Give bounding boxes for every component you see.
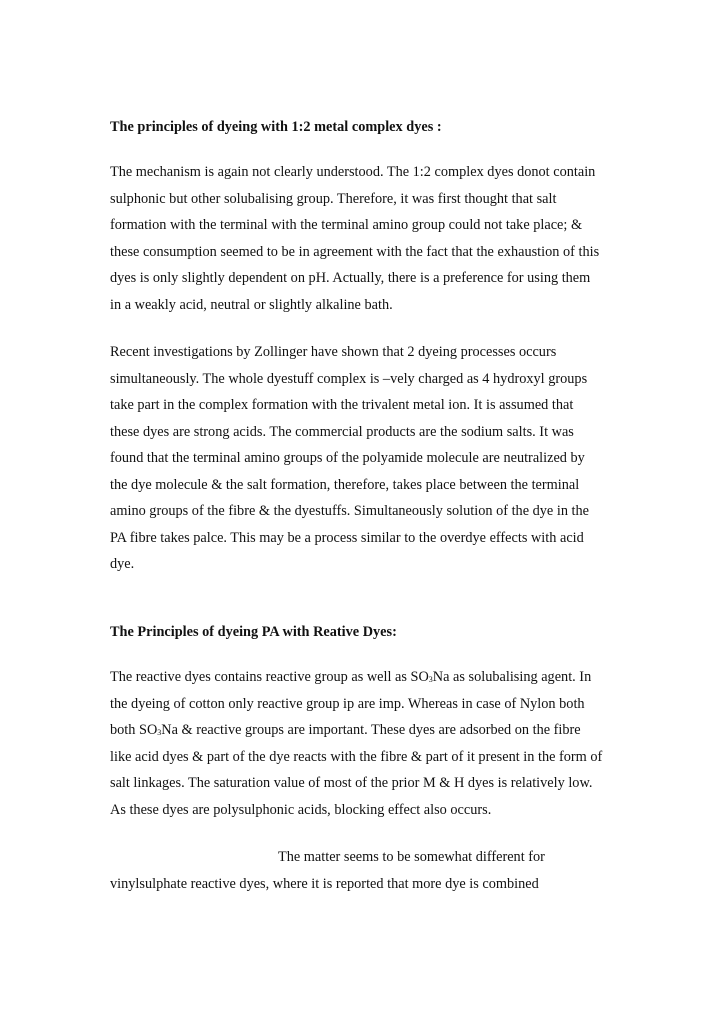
text-line: found that the terminal amino groups of the polyamide molecule are neutralized by (110, 450, 585, 466)
subscript: 3 (157, 728, 162, 737)
text-line: formation with the terminal with the terminal amino group could not take place; & (110, 217, 583, 233)
section2-paragraph-1 (110, 664, 650, 823)
section2-heading: The Principles of dyeing PA with Reative Dyes: (110, 624, 397, 640)
text-line: like acid dyes & part of the dye reacts with the fibre & part of it present in the form of (110, 748, 603, 765)
text-segment: The reactive dyes contains reactive group as well as SO (110, 669, 429, 685)
text-line: these consumption seemed to be in agreement with the fact that the exhaustion of this (110, 243, 600, 260)
text-segment: Na & reactive groups are important. These dyes are adsorbed on the fibre (161, 722, 581, 738)
text-line: the dye molecule & the salt formation, therefore, takes place between the terminal (110, 476, 580, 493)
text-line: The matter seems to be somewhat different for (278, 849, 545, 865)
section2-paragraph-2 (110, 844, 650, 897)
section1-heading: The principles of dyeing with 1:2 metal complex dyes : (110, 119, 442, 135)
subscript: 3 (428, 675, 433, 684)
text-segment: Na as solubalising agent. In (432, 669, 592, 685)
text-line: amino groups of the fibre & the dyestuffs. Simultaneously solution of the dye in the (110, 503, 590, 519)
text-line: The mechanism is again not clearly understood. The 1:2 complex dyes donot contain (110, 164, 596, 180)
text-line: vinylsulphate reactive dyes, where it is reported that more dye is combined (110, 875, 539, 892)
text-line (110, 717, 650, 744)
text-line: dye. (110, 556, 135, 572)
text-line: salt linkages. The saturation value of most of the prior M & H dyes is relatively low. (110, 775, 593, 791)
text-line: simultaneously. The whole dyestuff complex is –vely charged as 4 hydroxyl groups (110, 370, 588, 387)
text-line: sulphonic but other solubalising group. Therefore, it was first thought that salt (110, 190, 557, 207)
text-line: Recent investigations by Zollinger have shown that 2 dyeing processes occurs (110, 344, 557, 360)
section1-paragraph-1 (110, 159, 650, 318)
text-line: the dyeing of cotton only reactive group ip are imp. Whereas in case of Nylon both (110, 695, 585, 712)
text-segment: both SO (110, 722, 158, 738)
text-line: take part in the complex formation with the trivalent metal ion. It is assumed that (110, 397, 574, 413)
text-line: dyes is only slightly dependent on pH. Actually, there is a preference for using them (110, 270, 591, 286)
text-line: these dyes are strong acids. The commercial products are the sodium salts. It was (110, 423, 574, 440)
text-line (110, 664, 650, 691)
text-line: As these dyes are polysulphonic acids, blocking effect also occurs. (110, 801, 492, 818)
text-line: PA fibre takes palce. This may be a process similar to the overdye effects with acid (110, 529, 584, 546)
section1-paragraph-2 (110, 339, 650, 578)
text-line: in a weakly acid, neutral or slightly alkaline bath. (110, 296, 393, 313)
